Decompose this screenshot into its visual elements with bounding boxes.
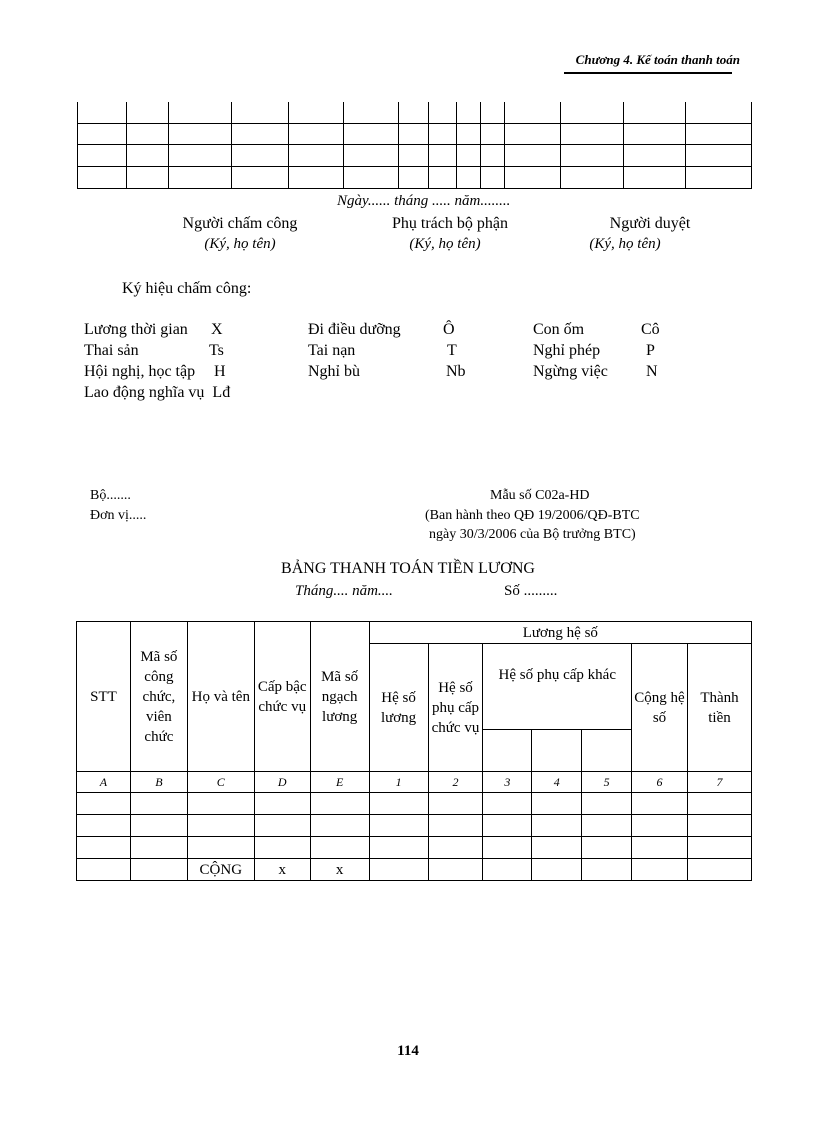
legend-item: Nghỉ phép P [533, 342, 655, 359]
col-group-coefficient: Lương hệ số [369, 622, 751, 644]
legend-item: Con ốm Cô [533, 321, 660, 338]
legend-item: Thai sản Ts [84, 342, 224, 359]
legend-item: Tai nạn T [308, 342, 457, 359]
legend-col-3 [533, 319, 683, 382]
total-label: CỘNG [187, 859, 254, 881]
col-header-amount: Thành tiền [687, 644, 751, 772]
col-header-position-allowance: Hệ số phụ cấp chức vụ [428, 644, 483, 772]
legend-item: Ngừng việc N [533, 363, 658, 380]
column-label-row: A B C D E 1 2 3 4 5 6 7 [77, 772, 752, 793]
form-ministry: Bộ....... [90, 488, 131, 503]
legend-col-2 [308, 319, 488, 382]
col-header-code: Mã số công chức, viên chức [130, 622, 187, 772]
legend-item: Lao động nghĩa vụ Lđ [84, 384, 231, 401]
form-unit: Đơn vị..... [90, 508, 147, 523]
signature-date-line: Ngày...... tháng ..... năm........ [337, 193, 511, 209]
legend-item: Lương thời gian X [84, 321, 223, 338]
page-title: BẢNG THANH TOÁN TIỀN LƯƠNG [281, 560, 535, 577]
col-header-name: Họ và tên [187, 622, 254, 772]
legend-col-1 [84, 319, 230, 403]
col-header-scale-code: Mã số ngạch lương [310, 622, 369, 772]
legend-item: Hội nghị, học tập H [84, 363, 226, 380]
header-rule [564, 72, 732, 74]
sub-col-5 [582, 730, 632, 772]
signer-timekeeper: Người chấm công (Ký, họ tên) [182, 215, 298, 252]
legend-heading: Ký hiệu chấm công: [122, 280, 252, 297]
signer-department-head: Phụ trách bộ phận (Ký, họ tên) [392, 215, 508, 252]
table-row [77, 793, 752, 815]
form-issued-date: ngày 30/3/2006 của Bộ trưởng BTC) [429, 527, 636, 542]
total-scale-x: x [310, 859, 369, 881]
form-doc-number: Số ......... [504, 583, 558, 599]
chapter-header: Chương 4. Kế toán thanh toán [575, 52, 740, 67]
signer-approver: Người duyệt (Ký, họ tên) [589, 215, 691, 252]
col-header-coef: Hệ số lương [369, 644, 428, 772]
col-header-stt: STT [77, 622, 131, 772]
table-row [77, 837, 752, 859]
col-header-other-allowance: Hệ số phụ cấp khác [483, 644, 632, 730]
page-number: 114 [397, 1043, 419, 1059]
form-period: Tháng.... năm.... [295, 583, 393, 599]
sub-col-4 [532, 730, 582, 772]
legend-item: Đi điều dưỡng Ô [308, 321, 455, 338]
total-rank-x: x [254, 859, 310, 881]
legend-item: Nghỉ bù Nb [308, 363, 466, 380]
table-row [77, 815, 752, 837]
total-row [77, 859, 752, 881]
form-number: Mẫu số C02a-HD [490, 488, 590, 503]
col-header-rank: Cấp bậc chức vụ [254, 622, 310, 772]
payroll-table [76, 621, 752, 881]
form-issued-by: (Ban hành theo QĐ 19/2006/QĐ-BTC [425, 508, 640, 523]
sub-col-3 [483, 730, 532, 772]
attendance-table-continuation [77, 102, 752, 189]
col-header-total-coef: Cộng hệ số [632, 644, 688, 772]
